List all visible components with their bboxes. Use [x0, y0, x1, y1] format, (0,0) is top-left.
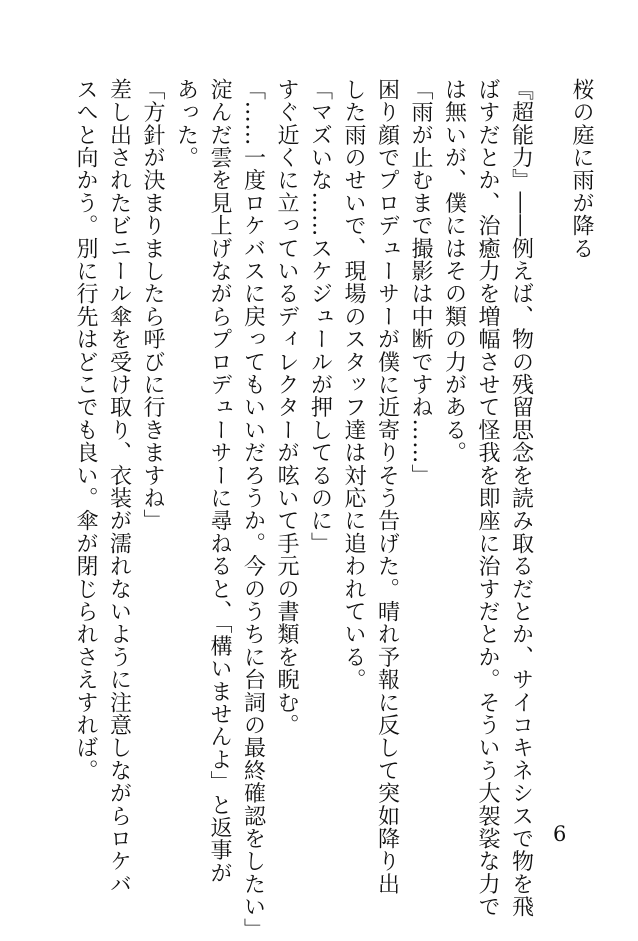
chapter-title: 桜の庭に雨が降る [569, 78, 594, 260]
text-column: 「雨が止むまで撮影は中断ですね……」 [408, 78, 433, 487]
text-column: 「……一度ロケバスに戻ってもいいだろうか。今のうちに台詞の最終確認をしたい」 [240, 78, 266, 941]
vertical-text-block [69, 78, 599, 941]
text-column: ばすだとか、治癒力を増幅させて怪我を即座に治すだとか。そういう大袈裟な力で [475, 78, 500, 918]
text-column: 「マズいな……スケジュールが押してるのに」 [307, 78, 333, 555]
page-number: 6 [553, 822, 567, 846]
text-column: すぐ近くに立っているディレクターが呟いて手元の書類を睨む。 [274, 78, 299, 737]
text-column: 困り顔でプロデューサーが僕に近寄りそう告げた。晴れ予報に反して突如降り出 [374, 78, 400, 896]
text-column: 『超能力』――例えば、物の残留思念を読み取るだとか、サイコキネシスで物を飛 [508, 78, 534, 918]
text-column: スへと向かう。別に行先はどこでも良い。傘が閉じられさえすれば。 [73, 78, 98, 782]
text-column: 「方針が決まりましたら呼びに行きますね」 [140, 78, 165, 532]
text-column: は無いが、僕にはその類の力がある。 [441, 78, 467, 464]
text-column: 差し出されたビニール傘を受け取り、衣装が濡れないように注意しながらロケバ [106, 78, 132, 896]
text-column: あった。 [173, 78, 199, 169]
text-column: した雨のせいで、現場のスタッフ達は対応に追われている。 [341, 78, 366, 691]
text-column: 淀んだ雲を見上げながらプロデューサーに尋ねると、「構いませんよ」と返事が [207, 78, 232, 885]
